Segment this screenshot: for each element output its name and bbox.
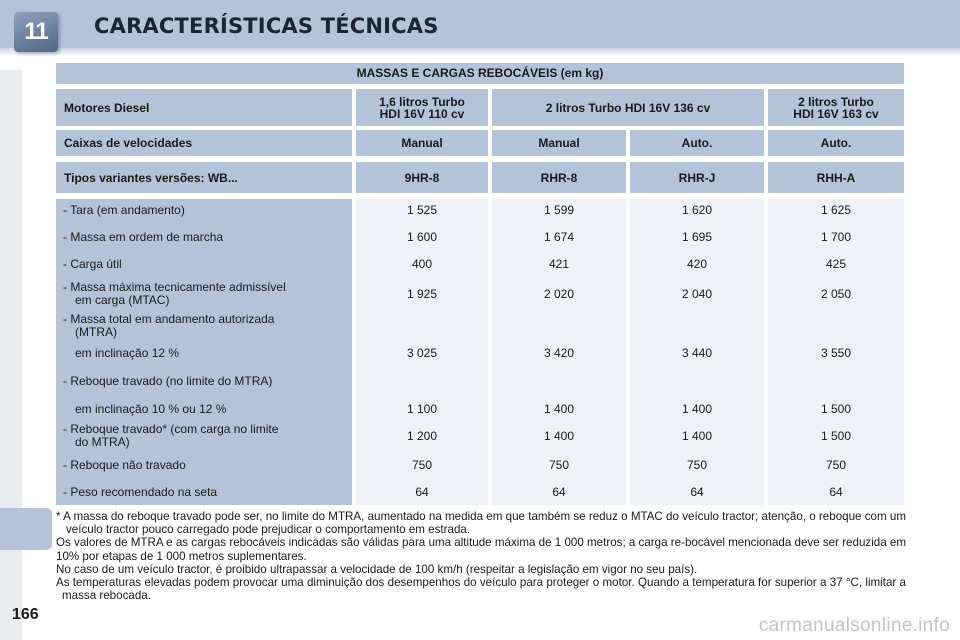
value-cell: 1 400 [543,402,575,416]
value-cell: 1 400 [681,402,713,416]
engine-1-6-110 [356,89,488,126]
value-cell: 1 700 [820,230,852,244]
header-fade [0,48,960,56]
value-cell: 1 500 [820,402,852,416]
value-cell: 1 100 [406,402,438,416]
row-label-inclinacao-10-12-text: em inclinação 10 % ou 12 % [75,402,227,416]
value-cell: 1 925 [406,287,438,301]
row-label-ordem-marcha: - Massa em ordem de marcha [63,230,224,244]
engine-2-163 [768,89,904,126]
gearbox-4: Auto. [768,130,904,156]
value-cell: 1 400 [543,429,575,443]
variant-3: RHR-J [630,162,764,193]
value-cell: 425 [825,257,847,271]
value-cell: 750 [825,458,847,472]
page-title: CARACTERÍSTICAS TÉCNICAS [94,14,439,38]
row-label-peso-seta: - Peso recomendado na seta [63,485,218,499]
chapter-badge: 11 [14,12,58,52]
row-label-mtac-line2: em carga (MTAC) [75,293,170,307]
value-cell: 1 620 [681,203,713,217]
value-cell: 1 525 [406,203,438,217]
row-label-tara: - Tara (em andamento) [63,203,185,217]
value-cell: 750 [686,458,708,472]
value-cell: 421 [548,257,570,271]
value-cell: 1 599 [543,203,575,217]
row-label-inclinacao-12 [56,347,352,360]
value-cell: 1 500 [820,429,852,443]
chapter-tab [0,508,52,550]
row-label-reboque-travado: - Reboque travado (no limite do MTRA) [63,374,273,388]
footnote-asterisk: * A massa do reboque travado pode ser, no limite do MTRA, aumentado na medida em que também se reduz o MTAC do veículo tractor; atenção, o reboque com um veículo tractor pouco carregado pode prejudicar o comportamento em estrada. [56,510,906,537]
row-label-mtra [56,313,352,339]
engine-1-line1: 1,6 litros Turbo [379,94,465,109]
engine-1-line2: HDI 16V 110 cv [379,106,465,121]
gearbox-1: Manual [356,130,488,156]
value-cell: 1 200 [406,429,438,443]
row-labels-column [56,199,352,505]
row-label-carga-util: - Carga útil [63,257,122,271]
value-cell: 1 695 [681,230,713,244]
variants-label: Tipos variantes versões: WB... [56,162,352,193]
gearbox-row [56,130,904,156]
value-cell: 64 [415,485,429,499]
note-altitude: Os valores de MTRA e as cargas rebocáveis indicadas são válidas para uma altitude máxima de 1 000 metros; a carga re-bocável mencionada deve ser reduzida em 10% por etapas de 1 000 metros suplementares. [56,536,907,563]
value-cell: 3 550 [820,346,852,360]
row-label-mtra-line2: (MTRA) [75,325,117,339]
page-number: 166 [12,606,39,623]
variant-4: RHH-A [768,162,904,193]
value-cell: 420 [686,257,708,271]
value-cell: 2 050 [820,287,852,301]
value-cell: 1 400 [681,429,713,443]
value-cell: 1 600 [406,230,438,244]
value-cell: 1 674 [543,230,575,244]
engines-label: Motores Diesel [56,89,352,126]
table-title: MASSAS E CARGAS REBOCÁVEIS (em kg) [56,63,904,84]
row-label-mtac-line1: - Massa máxima tecnicamente admissível [63,280,286,294]
value-cell: 64 [552,485,566,499]
watermark: carmanualsonline.info [758,615,950,636]
row-label-reboque-travado-carga-line2: do MTRA) [75,435,130,449]
value-cell: 3 440 [681,346,713,360]
left-margin-rail [0,70,22,640]
value-cell: 750 [548,458,570,472]
value-cell: 2 040 [681,287,713,301]
value-cell: 1 625 [820,203,852,217]
row-label-inclinacao-10-12 [56,403,352,416]
value-cell: 400 [411,257,433,271]
value-cell: 2 020 [543,287,575,301]
row-label-inclinacao-12-text: em inclinação 12 % [75,346,180,360]
values-column-rhha [768,199,904,505]
engine-3-line1: 2 litros Turbo [798,94,874,109]
variant-2: RHR-8 [492,162,626,193]
note-temperature: As temperaturas elevadas podem provocar uma diminuição dos desempenhos do veículo para proteger o motor. Quando a temperatura for superior a 37 °C, limitar a massa rebocada. [56,576,906,603]
mass-table-body [56,199,904,505]
variant-1: 9HR-8 [356,162,488,193]
value-cell: 64 [690,485,704,499]
row-label-mtac [56,281,352,307]
value-cell: 750 [411,458,433,472]
value-cell: 3 025 [406,346,438,360]
row-label-nao-travado: - Reboque não travado [63,458,186,472]
footnotes [56,510,906,602]
variants-row [56,162,904,193]
engines-row [56,89,904,126]
values-column-rhrj [630,199,764,505]
row-label-reboque-travado-carga-line1: - Reboque travado* (com carga no limite [63,422,279,436]
values-column-9hr8 [356,199,488,505]
value-cell: 3 420 [543,346,575,360]
gearbox-3: Auto. [630,130,764,156]
engine-2-136: 2 litros Turbo HDI 16V 136 cv [492,89,764,126]
gearbox-label: Caixas de velocidades [56,130,352,156]
row-label-mtra-line1: - Massa total em andamento autorizada [63,312,275,326]
engine-3-line2: HDI 16V 163 cv [793,106,879,121]
values-column-rhr8 [492,199,626,505]
gearbox-2: Manual [492,130,626,156]
value-cell: 64 [829,485,843,499]
row-label-reboque-travado-carga [56,423,352,449]
note-speed-limit: No caso de um veículo tractor, é proibido ultrapassar a velocidade de 100 km/h (respeitar a legislação em vigor no seu país). [56,562,698,576]
